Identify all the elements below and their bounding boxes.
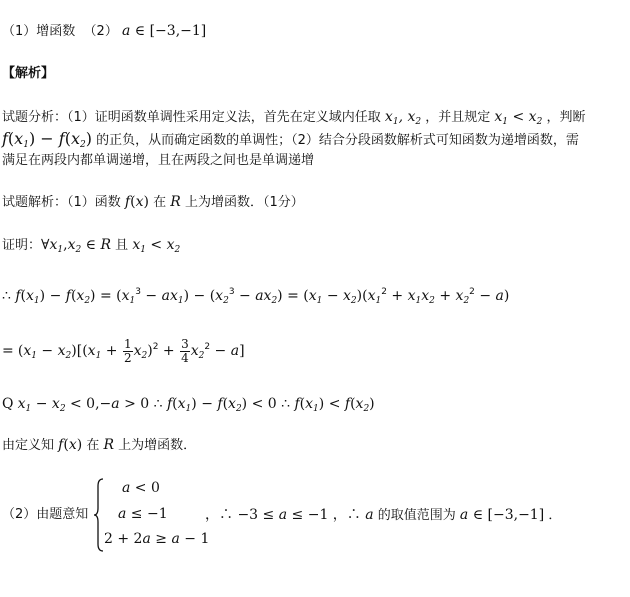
conclusion-line: 由定义知 f(x) 在 R 上为增函数． <box>2 437 197 453</box>
analysis-text-3: ，判断 <box>546 110 586 125</box>
inequality-line: Q $x_1 - x_2 < 0,-a > 0$ ∴ $f(x_1) - f(x_2) < 0$ ∴ $f(x_1) < f(x_2)$ <box>2 396 375 414</box>
equals-sign: = <box>2 343 14 359</box>
math-x1-lt-x2-2: $x_1 < x_2$ <box>132 237 181 255</box>
math-R: R <box>170 194 181 210</box>
solution-intro-text: 试题解析：（1）函数 <box>2 195 121 210</box>
answer-part2-label: （2） <box>83 24 118 39</box>
left-brace-icon <box>94 478 104 552</box>
proof-and: 且 <box>115 238 129 253</box>
fraction-one-half: $\frac{1}{2}$ <box>123 337 132 365</box>
proof-label: 证明： <box>2 238 42 253</box>
math-a-range: a ∈ [−3,−1] <box>459 507 545 523</box>
analysis-text-4: 的正负，从而确定函数的单调性；（2）结合分段函数解析式可知函数为递增函数，需 <box>96 133 579 148</box>
math-x1-lt-x2: $x_1 < x_2$ <box>494 109 543 127</box>
solution-intro: 试题解析：（1）函数 f(x) 在 R 上为增函数．（1分） <box>2 194 304 210</box>
solution-intro-end: 上为增函数．（1分） <box>184 195 304 210</box>
because-symbol: Q <box>2 396 14 412</box>
system-row-2: a ≤ −1 <box>118 506 168 522</box>
fraction-three-quarters: $\frac{3}{4}$ <box>181 337 189 365</box>
math-fx1-minus-fx2: f <box>2 129 8 148</box>
inequality-system <box>94 478 210 552</box>
analysis-heading: 【解析】 <box>2 66 55 81</box>
analysis-line-3: 满足在两段内都单调递增，且在两段之间也是单调递增 <box>2 153 315 168</box>
equation-step-2: = $(x_1 - x_2)[(x_1$ + $\frac{1}{2}$ $x_2)^2$ + $\frac{3}{4}$ $x_2^2 - a$] <box>2 337 245 365</box>
math-x1-x2: $x_1$, $x_2$ <box>384 109 422 127</box>
math-forall: ∀ <box>41 237 50 253</box>
conclusion-text: 由定义知 <box>2 438 55 453</box>
part2-range-text: 的取值范围为 <box>377 508 456 523</box>
conclusion-end: 上为增函数． <box>118 438 197 453</box>
analysis-text-2: ，并且规定 <box>425 110 491 125</box>
equation-step-1: ∴ $f(x_1) - f(x_2) = (x_1^3 - ax_1) - (x_2^3 - ax_2) = (x_1 - x_2)(x_1^2 + x_1x_2 + x_2^2 - a)$ <box>2 287 510 306</box>
answer-part2-math: a ∈ [−3,−1] <box>121 23 207 39</box>
part2-label: （2）由题意知 <box>2 507 89 522</box>
solution-intro-in: 在 <box>153 195 167 210</box>
conclusion-in: 在 <box>86 438 100 453</box>
analysis-line-2: $f(x_1) - f(x_2)$ 的正负，从而确定函数的单调性；（2）结合分段函数解析式可知函数为递增函数，需 <box>2 129 579 150</box>
analysis-line-1 <box>2 108 585 131</box>
system-row-1: a < 0 <box>122 480 160 496</box>
answer-line <box>2 22 206 41</box>
analysis-text-1: 试题分析：（1）证明函数单调性采用定义法，首先在定义域内任取 <box>2 110 381 125</box>
math-fx: f <box>124 194 131 210</box>
part2-therefore: ，∴ −3 ≤ a ≤ −1 ，∴ <box>205 507 366 523</box>
answer-part1: （1）增函数 <box>2 24 76 39</box>
part2-conclusion <box>205 506 561 525</box>
proof-line: 证明：$\forall x_1,x_2$ ∈ R 且 $x_1 < x_2$ <box>2 237 181 255</box>
math-a: a <box>365 507 374 523</box>
part2-end: ． <box>548 508 562 523</box>
system-row-3: 2 + 2a ≥ a − 1 <box>104 531 210 547</box>
